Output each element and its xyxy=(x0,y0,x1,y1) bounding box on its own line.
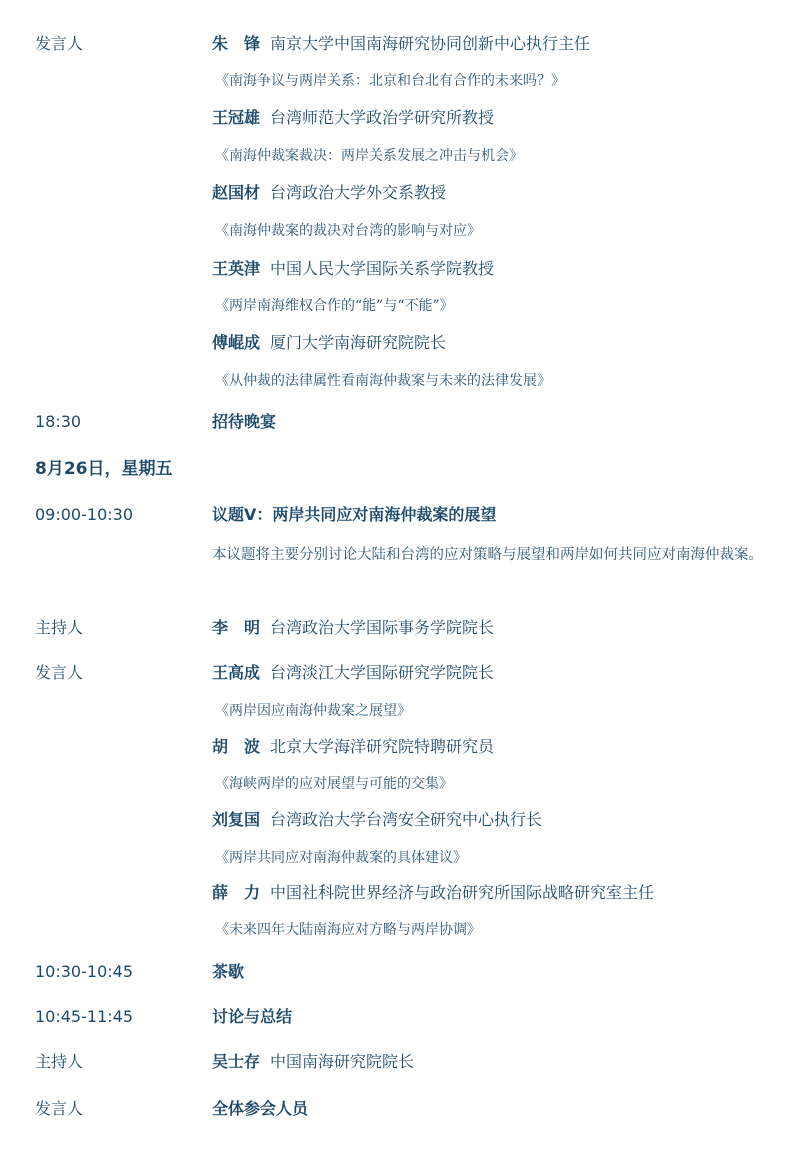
all-participants: 全体参会人员 xyxy=(212,1099,309,1118)
speaker-entry xyxy=(212,259,494,279)
speaker-name: 薛 力 xyxy=(212,883,261,902)
moderator-title: 台湾政治大学国际事务学院院长 xyxy=(270,618,495,637)
moderator-entry xyxy=(212,1052,414,1072)
speaker-entry xyxy=(212,663,494,683)
speaker-name: 赵国材 xyxy=(212,183,261,202)
speaker-title: 中国社科院世界经济与政治研究所国际战略研究室主任 xyxy=(270,883,655,902)
speakers-label: 发言人 xyxy=(35,1099,84,1118)
speaker-title: 中国人民大学国际关系学院教授 xyxy=(270,259,495,278)
dinner-label: 招待晚宴 xyxy=(212,412,277,431)
session-time: 09:00-10:30 xyxy=(35,505,133,524)
talk-title: 《从仲裁的法律属性看南海仲裁案与未来的法律发展》 xyxy=(215,373,551,389)
speaker-entry xyxy=(212,883,654,903)
moderator-name: 吴士存 xyxy=(212,1052,261,1071)
talk-title: 《未来四年大陆南海应对方略与两岸协调》 xyxy=(215,922,481,938)
talk-title: 《两岸因应南海仲裁案之展望》 xyxy=(215,703,411,719)
speakers-label: 发言人 xyxy=(35,34,84,53)
talk-title: 《两岸共同应对南海仲裁案的具体建议》 xyxy=(215,850,467,866)
speaker-title: 厦门大学南海研究院院长 xyxy=(270,333,447,352)
dinner-time: 18:30 xyxy=(35,412,82,431)
speaker-entry xyxy=(212,737,494,757)
speaker-entry xyxy=(212,183,446,203)
speaker-title: 南京大学中国南海研究协同创新中心执行主任 xyxy=(270,34,591,53)
speaker-entry xyxy=(212,108,494,128)
talk-title: 《海峡两岸的应对展望与可能的交集》 xyxy=(215,776,453,792)
talk-title: 《两岸南海维权合作的“能”与“不能”》 xyxy=(215,298,454,314)
speaker-title: 北京大学海洋研究院特聘研究员 xyxy=(270,737,495,756)
speaker-name: 王高成 xyxy=(212,663,261,682)
discussion-time: 10:45-11:45 xyxy=(35,1007,133,1026)
speaker-name: 刘复国 xyxy=(212,810,261,829)
speaker-title: 台湾淡江大学国际研究学院院长 xyxy=(270,663,495,682)
speakers-label: 发言人 xyxy=(35,663,84,682)
speaker-name: 胡 波 xyxy=(212,737,261,756)
speaker-name: 王英津 xyxy=(212,259,261,278)
speaker-name: 朱 锋 xyxy=(212,34,261,53)
moderator-name: 李 明 xyxy=(212,618,261,637)
speaker-entry xyxy=(212,34,590,54)
speaker-entry xyxy=(212,333,446,353)
speaker-title: 台湾政治大学外交系教授 xyxy=(270,183,447,202)
speaker-name: 王冠雄 xyxy=(212,108,261,127)
moderator-label: 主持人 xyxy=(35,1052,84,1071)
speaker-title: 台湾师范大学政治学研究所教授 xyxy=(270,108,495,127)
speaker-name: 傅崐成 xyxy=(212,333,261,352)
session-description: 本议题将主要分别讨论大陆和台湾的应对策略与展望和两岸如何共同应对南海仲裁案。 xyxy=(212,547,763,563)
discussion-label: 讨论与总结 xyxy=(212,1007,293,1026)
talk-title: 《南海争议与两岸关系：北京和台北有合作的未来吗？》 xyxy=(215,73,565,89)
date-heading: 8月26日，星期五 xyxy=(35,459,173,479)
talk-title: 《南海仲裁案裁决：两岸关系发展之冲击与机会》 xyxy=(215,148,523,164)
talk-title: 《南海仲裁案的裁决对台湾的影响与对应》 xyxy=(215,223,481,239)
tea-label: 茶歇 xyxy=(212,962,245,981)
speaker-title: 台湾政治大学台湾安全研究中心执行长 xyxy=(270,810,543,829)
tea-time: 10:30-10:45 xyxy=(35,962,133,981)
moderator-label: 主持人 xyxy=(35,618,84,637)
session-title: 议题V：两岸共同应对南海仲裁案的展望 xyxy=(212,505,497,524)
moderator-entry xyxy=(212,618,494,638)
moderator-title: 中国南海研究院院长 xyxy=(270,1052,415,1071)
speaker-entry xyxy=(212,810,542,830)
